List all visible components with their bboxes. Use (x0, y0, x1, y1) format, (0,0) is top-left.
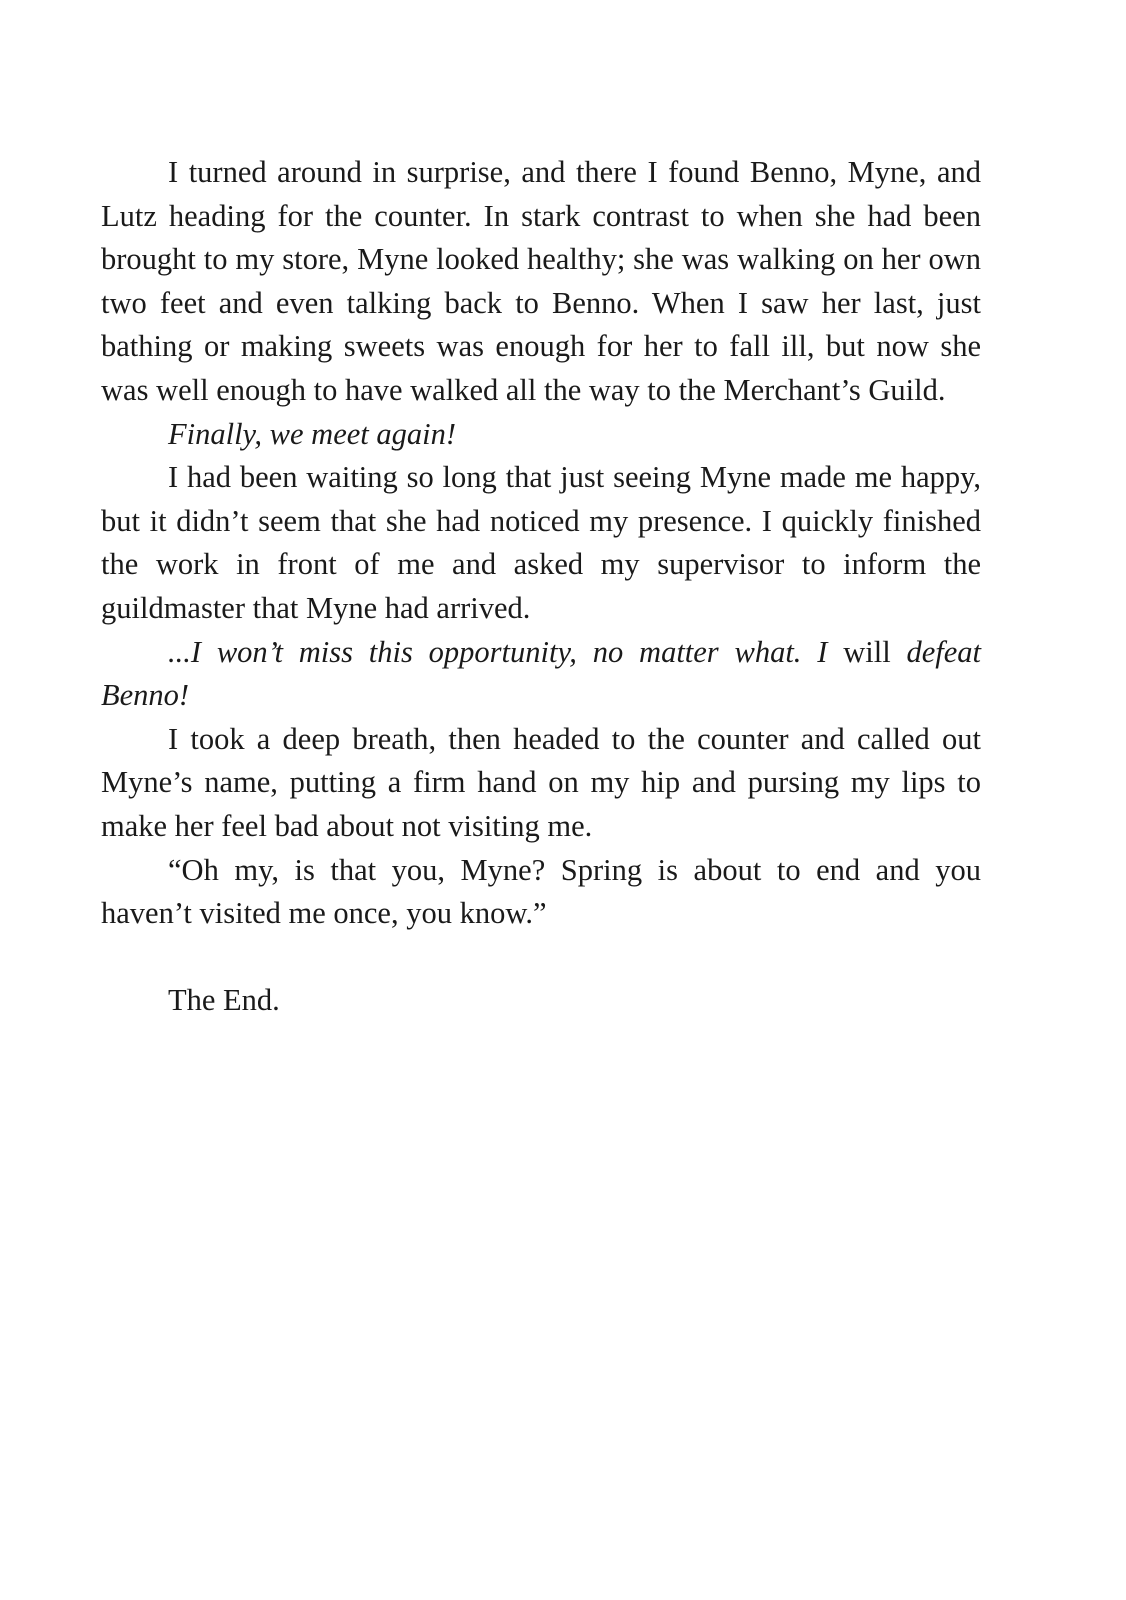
paragraph-4-italic-part-1: ...I won’t miss this opportunity, no matter what. I (168, 634, 828, 669)
paragraph-4-roman-part: will (827, 634, 907, 669)
paragraph-5 (101, 718, 981, 849)
paragraph-4-italic-part-2: defeat Benno! (101, 634, 982, 713)
paragraph-2-italic-thought: Finally, we meet again! (168, 416, 456, 451)
paragraph-4 (101, 631, 981, 718)
paragraph-1 (101, 151, 981, 413)
paragraph-6-dialogue: “Oh my, is that you, Myne? Spring is about to end and you haven’t visited me once, you know.” (101, 852, 981, 931)
the-end-text: The End. (168, 983, 280, 1018)
paragraph-3-text: I had been waiting so long that just seeing Myne made me happy, but it didn’t seem that she had noticed my presence. I quickly finished the work in front of me and asked my supervisor to inform the guildmaster that Myne had arrived. (101, 460, 981, 625)
paragraph-3 (101, 456, 981, 630)
closing-line (101, 979, 981, 1023)
body-text (101, 151, 981, 1023)
paragraph-1-text: I turned around in surprise, and there I found Benno, Myne, and Lutz heading for the counter. In stark contrast to when she had been brought to my store, Myne looked healthy; she was walking on her own two feet and even talking back to Benno. When I saw her last, just bathing or making sweets was enough for her to fall ill, but now she was well enough to have walked all the way to the Merchant’s Guild. (101, 155, 981, 407)
paragraph-5-text: I took a deep breath, then headed to the counter and called out Myne’s name, putting a firm hand on my hip and pursing my lips to make her feel bad about not visiting me. (101, 721, 981, 843)
paragraph-2 (101, 413, 981, 457)
blank-line (101, 936, 981, 980)
paragraph-6 (101, 849, 981, 936)
